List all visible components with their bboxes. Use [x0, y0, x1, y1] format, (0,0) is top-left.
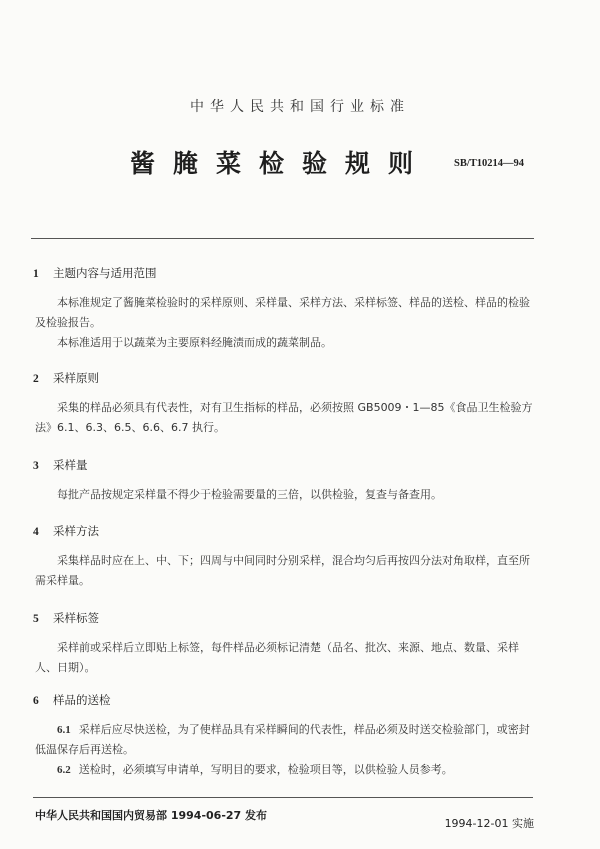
section-5-heading: 5 采样标签 — [33, 611, 99, 625]
section-3-heading: 3 采样量 — [33, 458, 88, 472]
section-4-paragraph: 采集样品时应在上、中、下；四周与中间同时分别采样，混合均匀后再按四分法对角取样，直至所需采样量。 — [35, 554, 530, 587]
standard-number: SB/T10214—94 — [454, 158, 525, 169]
footer-divider — [33, 797, 533, 798]
header-divider — [31, 238, 534, 239]
section-4-heading: 4 采样方法 — [33, 524, 99, 538]
section-2-paragraph: 采集的样品必须具有代表性，对有卫生指标的样品，必须按照 GB5009・1—85《食品卫生检验方法》6.1、6.3、6.5、6.6、6.7 执行。 — [35, 401, 533, 434]
section-2-heading: 2 采样原则 — [33, 371, 99, 385]
effective-date: 1994-12-01 实施 — [444, 817, 534, 830]
section-3-paragraph: 每批产品按规定采样量不得少于检验需要量的三倍，以供检验，复查与备查用。 — [57, 488, 442, 501]
subsection-6-1: 6.1 采样后应尽快送检，为了使样品具有采样瞬间的代表性，样品必须及时送交检验部门，或密封低温保存后再送检。 — [35, 723, 530, 756]
section-1-heading: 1 主题内容与适用范围 — [33, 266, 157, 280]
section-6-heading: 6 样品的送检 — [33, 693, 111, 707]
document-title: 酱腌菜检验规则 — [130, 149, 432, 178]
section-1-paragraph-1: 本标准规定了酱腌菜检验时的采样原则、采样量、采样方法、采样标签、样品的送检、样品的检验及检验报告。 — [35, 296, 530, 329]
subsection-6-2: 6.2 送检时，必须填写申请单，写明目的要求，检验项目等，以供检验人员参考。 — [57, 763, 453, 776]
section-5-paragraph: 采样前或采样后立即贴上标签，每件样品必须标记清楚（品名、批次、来源、地点、数量、采样人、日期）。 — [35, 641, 519, 674]
issuing-category: 中华人民共和国行业标准 — [190, 99, 410, 115]
issue-date: 中华人民共和国国内贸易部 1994-06-27 发布 — [35, 809, 268, 822]
section-1-paragraph-2: 本标准适用于以蔬菜为主要原料经腌渍而成的蔬菜制品。 — [57, 336, 332, 349]
